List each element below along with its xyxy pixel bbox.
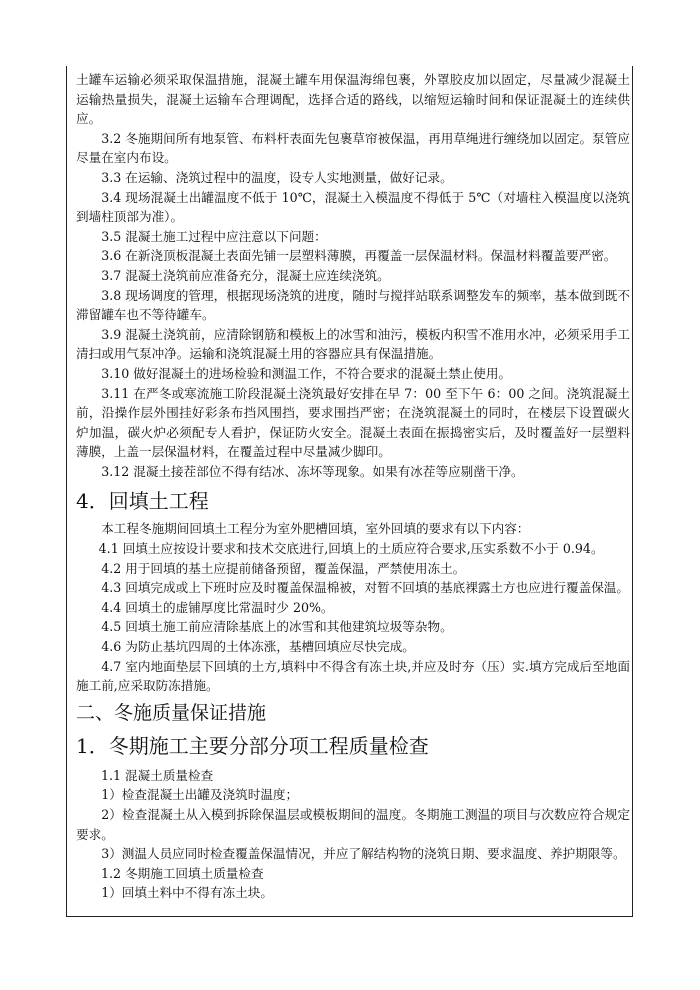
paragraph: 4.1 回填土应按设计要求和技术交底进行,回填上的土质应符合要求,压实系数不小于 0.94。 [98,541,604,557]
paragraph: 4.4 回填土的虚铺厚度比常温时少 20%。 [101,599,334,615]
paragraph: 3.5 混凝土施工过程中应注意以下问题： [101,228,327,244]
paragraph: 4.2 用于回填的基土应提前储备预留，覆盖保温，严禁使用冻土。 [101,560,466,576]
paragraph: 1.2 冬期施工回填土质量检查 [101,865,264,881]
paragraph: 3.8 现场调度的管理，根据现场浇筑的进度，随时与搅拌站联系调整发车的频率，基本做到既不滞留罐车也不等待罐车。 [76,287,630,323]
paragraph: 1）检查混凝土出罐及浇筑时温度； [101,787,299,803]
paragraph: 4.5 回填土施工前应清除基底上的冰雪和其他建筑垃圾等杂物。 [101,619,453,635]
section-heading: 4．回填土工程 [76,489,209,514]
paragraph: 3.2 冬施期间所有地泵管、布料杆表面先包裹草帘被保温，再用草绳进行缠绕加以固定。泵管应尽量在室内布设。 [76,130,630,166]
paragraph: 3.3 在运输、浇筑过程中的温度，设专人实地测量，做好记录。 [101,169,453,185]
paragraph: 3.12 混凝土接茬部位不得有结冰、冻坏等现象。如果有冰茬等应剔凿干净。 [101,463,524,479]
section-heading: 1．冬期施工主要分部分项工程质量检查 [76,733,429,758]
paragraph: 1）回填土料中不得有冻土块。 [101,885,273,901]
paragraph: 3）测温人员应同时检查覆盖保温情况，并应了解结构物的浇筑日期、要求温度、养护期限等。 [101,846,626,862]
paragraph: 3.7 混凝土浇筑前应准备充分，混凝土应连续浇筑。 [101,267,390,283]
paragraph: 3.11 在严冬或寒流施工阶段混凝土浇筑最好安排在早 7：00 至下午 6：00 之间。浇筑混凝土前，沿操作层外围挂好彩条布挡风围挡，要求围挡严密；在浇筑混凝土的同时，在楼层下设置碳火炉加温，碳火炉必须配专人看护，保证防火安全。混凝土表面在振捣密实后，及时覆盖好一层塑料薄膜，上盖一层保温材料，在覆盖过程中尽量减少脚印。 [76,385,630,460]
paragraph: 3.6 在新浇顶板混凝土表面先铺一层塑料薄膜，再覆盖一层保温材料。保温材料覆盖要严密。 [101,248,617,264]
paragraph: 3.9 混凝土浇筑前，应清除钢筋和模板上的冰雪和油污，模板内积雪不准用水冲，必须采用手工清扫或用气泵冲净。运输和浇筑混凝土用的容器应具有保温措施。 [76,326,630,362]
paragraph: 3.10 做好混凝土的进场检验和测温工作，不符合要求的混凝土禁止使用。 [101,365,512,381]
paragraph: 土罐车运输必须采取保温措施，混凝土罐车用保温海绵包裹，外罩胶皮加以固定，尽量减少混凝土运输热量损失，混凝土运输车合理调配，选择合适的路线，以缩短运输时间和保证混凝土的连续供应。 [76,72,630,127]
paragraph: 4.3 回填完成或上下班时应及时覆盖保温棉被，对暂不回填的基底裸露土方也应进行覆盖保温。 [101,580,629,596]
paragraph: 本工程冬施期间回填土工程分为室外肥槽回填，室外回填的要求有以下内容： [101,521,530,537]
paragraph: 1.1 混凝土质量检查 [101,767,214,783]
paragraph: 2）检查混凝土从入模到拆除保温层或模板期间的温度。冬期施工测温的项目与次数应符合规定要求。 [76,807,630,842]
section-heading: 二、冬施质量保证措施 [76,701,267,724]
document-body [76,70,630,903]
paragraph: 3.4 现场混凝土出罐温度不低于 10℃，混凝土入模温度不得低于 5℃（对墙柱入模温度以浇筑到墙柱顶部为准）。 [76,189,630,225]
paragraph: 4.6 为防止基坑四周的土体冻涨，基槽回填应尽快完成。 [101,639,415,655]
paragraph: 4.7 室内地面垫层下回填的土方,填料中不得含有冻土块,并应及时夯（压）实.填方完成后至地面施工前,应采取防冻措施。 [76,658,630,694]
